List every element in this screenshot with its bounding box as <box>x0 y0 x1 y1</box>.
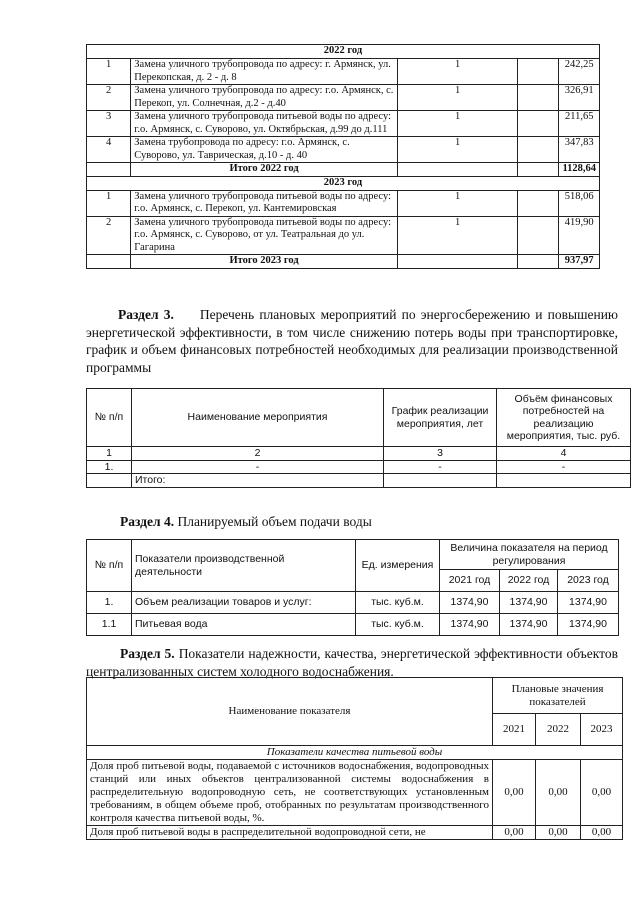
row-num: 1. <box>87 460 132 474</box>
header-num: № п/п <box>87 389 132 447</box>
header-measure-name: Наименование мероприятия <box>132 389 384 447</box>
table-row <box>87 216 600 255</box>
row-value: 1374,90 <box>500 614 558 636</box>
table-row <box>87 59 600 85</box>
row-unit: тыс. куб.м. <box>356 614 440 636</box>
section-4-text: Планируемый объем подачи воды <box>177 514 372 529</box>
total-row <box>87 474 631 488</box>
table-row <box>87 111 600 137</box>
row-project-name: Замена уличного трубопровода питьевой воды по адресу: г.о. Армянск, с. Суворово, ул. Октябрьская, д.99 до д.111 <box>131 111 398 137</box>
row-qty: 1 <box>397 190 518 216</box>
table-row <box>87 460 631 474</box>
table-row <box>87 137 600 163</box>
table-row <box>87 85 600 111</box>
row-value: 1374,90 <box>440 592 500 614</box>
header-num: № п/п <box>87 540 132 592</box>
table-row <box>87 592 619 614</box>
section-5-heading <box>86 645 618 680</box>
header-year: 2023 <box>581 714 623 746</box>
row-project-name: Замена трубопровода по адресу: г.о. Армянск, с. Суворово, ул. Таврическая, д.10 - д. 40 <box>131 137 398 163</box>
header-year: 2021 год <box>440 570 500 592</box>
header-year: 2022 <box>536 714 581 746</box>
index-cell: 2 <box>132 447 384 461</box>
row-value: 518,06 <box>559 190 600 216</box>
header-year: 2021 <box>493 714 536 746</box>
empty-cell <box>87 474 132 488</box>
row-unit: тыс. куб.м. <box>356 592 440 614</box>
section-5-label: Раздел 5. <box>120 646 175 661</box>
total-value: 1128,64 <box>559 163 600 177</box>
index-cell: 3 <box>384 447 497 461</box>
table-header-row <box>87 389 631 447</box>
row-num: 1 <box>87 190 131 216</box>
section-4-heading <box>120 513 372 531</box>
energy-measures-table <box>86 388 631 488</box>
row-indicator: Доля проб питьевой воды в распределительной водопроводной сети, не <box>87 826 493 840</box>
table-row <box>87 760 623 826</box>
empty-cell <box>518 190 559 216</box>
row-num: 1.1 <box>87 614 132 636</box>
row-cell: - <box>132 460 384 474</box>
row-value: 1374,90 <box>500 592 558 614</box>
index-cell: 4 <box>497 447 631 461</box>
row-cell: - <box>497 460 631 474</box>
row-value: 0,00 <box>536 826 581 840</box>
year-header-row <box>87 45 600 59</box>
empty-cell <box>518 216 559 255</box>
empty-cell <box>518 111 559 137</box>
row-cell: - <box>384 460 497 474</box>
row-indicator: Питьевая вода <box>132 614 356 636</box>
row-value: 347,83 <box>559 137 600 163</box>
reliability-indicators-table <box>86 677 623 840</box>
row-value: 0,00 <box>581 826 623 840</box>
row-value: 1374,90 <box>558 592 619 614</box>
empty-cell <box>518 163 559 177</box>
empty-cell <box>87 163 131 177</box>
row-project-name: Замена уличного трубопровода по адресу: г. Армянск, ул. Перекопская, д. 2 - д. 8 <box>131 59 398 85</box>
total-label: Итого: <box>132 474 384 488</box>
total-value: 937,97 <box>559 255 600 269</box>
index-cell: 1 <box>87 447 132 461</box>
total-label: Итого 2022 год <box>131 163 398 177</box>
row-value: 242,25 <box>559 59 600 85</box>
row-num: 1. <box>87 592 132 614</box>
table-header-row <box>87 678 623 714</box>
row-qty: 1 <box>397 216 518 255</box>
header-period-group: Величина показателя на период регулирования <box>440 540 619 570</box>
row-indicator: Доля проб питьевой воды, подаваемой с источников водоснабжения, водопроводных станций или иных объектов централизованной системы водоснабжения в распределительную водопроводную сеть, не соответствующих установленным требованиям, в общем объеме проб, отобранных по результатам производственного контроля качества питьевой воды, %. <box>87 760 493 826</box>
row-value: 1374,90 <box>440 614 500 636</box>
row-value: 0,00 <box>536 760 581 826</box>
table-header-row <box>87 540 619 570</box>
row-value: 326,91 <box>559 85 600 111</box>
section-5-text: Показатели надежности, качества, энергетической эффективности объектов централизованных систем холодного водоснабжения. <box>86 646 618 679</box>
row-value: 0,00 <box>493 826 536 840</box>
section-3-heading <box>86 306 618 376</box>
empty-cell <box>87 255 131 269</box>
empty-cell <box>518 255 559 269</box>
total-row <box>87 255 600 269</box>
year-header: 2022 год <box>87 45 600 59</box>
empty-cell <box>397 255 518 269</box>
header-indicator: Показатели производственной деятельности <box>132 540 356 592</box>
projects-table <box>86 44 600 269</box>
row-value: 211,65 <box>559 111 600 137</box>
subheader-quality: Показатели качества питьевой воды <box>87 746 623 760</box>
row-value: 0,00 <box>581 760 623 826</box>
subheader-row <box>87 746 623 760</box>
empty-cell <box>518 137 559 163</box>
empty-cell <box>518 59 559 85</box>
row-project-name: Замена уличного трубопровода по адресу: г.о. Армянск, с. Перекоп, ул. Солнечная, д.2 - д.40 <box>131 85 398 111</box>
header-financing: Объём финансовых потребностей на реализацию мероприятия, тыс. руб. <box>497 389 631 447</box>
header-schedule: График реализации мероприятия, лет <box>384 389 497 447</box>
year-header-row <box>87 176 600 190</box>
water-supply-table <box>86 539 619 636</box>
section-4-label: Раздел 4. <box>120 514 175 529</box>
row-qty: 1 <box>397 85 518 111</box>
header-unit: Ед. измерения <box>356 540 440 592</box>
table-row <box>87 614 619 636</box>
row-num: 3 <box>87 111 131 137</box>
section-3-text: Перечень плановых мероприятий по энергосбережению и повышению энергетической эффективности, в том числе снижению потерь воды при транспортировке, график и объем финансовых потребностей необходимых для реализации производственной программы <box>86 307 619 375</box>
row-num: 2 <box>87 216 131 255</box>
section-3-label: Раздел 3. <box>118 307 174 322</box>
table-row <box>87 190 600 216</box>
empty-cell <box>518 85 559 111</box>
row-qty: 1 <box>397 111 518 137</box>
year-header: 2023 год <box>87 176 600 190</box>
row-qty: 1 <box>397 59 518 85</box>
row-num: 1 <box>87 59 131 85</box>
total-row <box>87 163 600 177</box>
total-label: Итого 2023 год <box>131 255 398 269</box>
row-value: 1374,90 <box>558 614 619 636</box>
header-year: 2023 год <box>558 570 619 592</box>
row-project-name: Замена уличного трубопровода питьевой воды по адресу: г.о. Армянск, с. Перекоп, ул. Кантемировская <box>131 190 398 216</box>
index-row <box>87 447 631 461</box>
row-num: 4 <box>87 137 131 163</box>
row-value: 419,90 <box>559 216 600 255</box>
row-num: 2 <box>87 85 131 111</box>
empty-cell <box>497 474 631 488</box>
header-year: 2022 год <box>500 570 558 592</box>
header-indicator: Наименование показателя <box>87 678 493 746</box>
empty-cell <box>384 474 497 488</box>
row-indicator: Объем реализации товаров и услуг: <box>132 592 356 614</box>
header-planned-group: Плановые значения показателей <box>493 678 623 714</box>
row-project-name: Замена уличного трубопровода питьевой воды по адресу: г.о. Армянск, с. Суворово, от ул. Театральная до ул. Гагарина <box>131 216 398 255</box>
table-row <box>87 826 623 840</box>
empty-cell <box>397 163 518 177</box>
row-value: 0,00 <box>493 760 536 826</box>
row-qty: 1 <box>397 137 518 163</box>
